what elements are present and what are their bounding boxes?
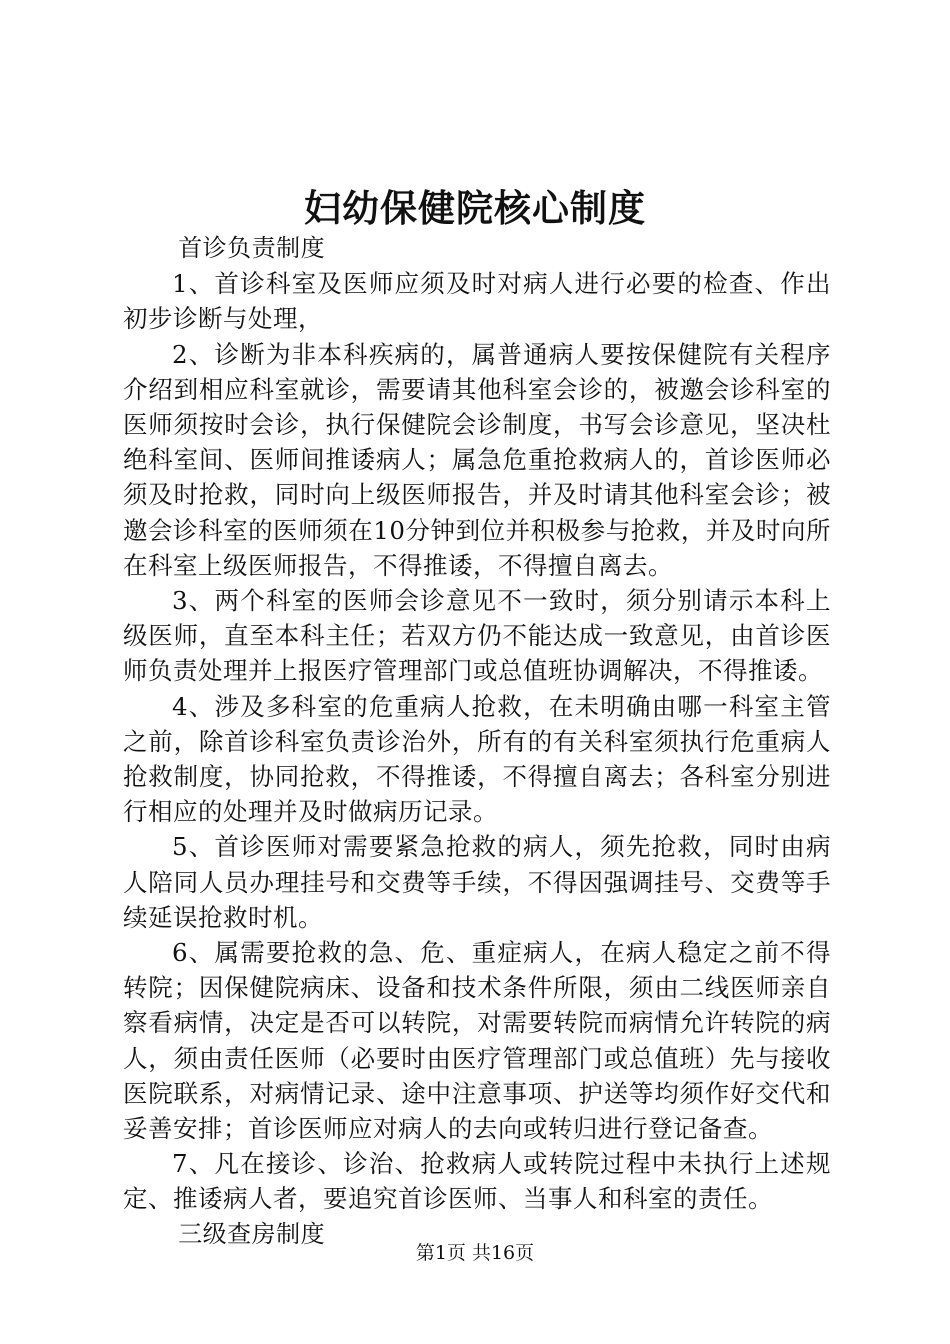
page-number: 第1页 共16页 <box>415 1242 535 1264</box>
section-heading: 首诊负责制度 <box>178 234 326 262</box>
paragraph: 4、涉及多科室的危重病人抢救，在未明确由哪一科室主管之前，除首诊科室负责诊治外，所有的有关科室须执行危重病人抢救制度，协同抢救，不得推诿，不得擅自离去；各科室分别进行相应的处理并及时做病历记录。 <box>123 691 831 827</box>
paragraph: 7、凡在接诊、诊治、抢救病人或转院过程中未执行上述规定、推诿病人者，要追究首诊医师、当事人和科室的责任。 <box>123 1149 831 1214</box>
paragraph: 5、首诊医师对需要紧急抢救的病人，须先抢救，同时由病人陪同人员办理挂号和交费等手续，不得因强调挂号、交费等手续延误抢救时机。 <box>123 832 831 932</box>
paragraph: 3、两个科室的医师会诊意见不一致时，须分别请示本科上级医师，直至本科主任；若双方仍不能达成一致意见，由首诊医师负责处理并上报医疗管理部门或总值班协调解决，不得推诿。 <box>123 586 831 686</box>
page-title: 妇幼保健院核心制度 <box>304 186 646 230</box>
paragraph: 6、属需要抢救的急、危、重症病人，在病人稳定之前不得转院；因保健院病床、设备和技术条件所限，须由二线医师亲自察看病情，决定是否可以转院，对需要转院而病情允许转院的病人，须由责任医师（必要时由医疗管理部门或总值班）先与接收医院联系，对病情记录、途中注意事项、护送等均须作好交代和妥善安排；首诊医师应对病人的去向或转归进行登记备查。 <box>123 938 831 1144</box>
section-heading: 三级查房制度 <box>178 1219 326 1248</box>
document-body <box>123 231 831 1252</box>
paragraph: 2、诊断为非本科疾病的，属普通病人要按保健院有关程序介绍到相应科室就诊，需要请其他科室会诊的，被邀会诊科室的医师须按时会诊，执行保健院会诊制度，书写会诊意见，坚决杜绝科室间、医师间推诿病人；属急危重抢救病人的，首诊医师必须及时抢救，同时向上级医师报告，并及时请其他科室会诊；被邀会诊科室的医师须在10分钟到位并积极参与抢救，并及时向所在科室上级医师报告，不得推诿，不得擅自离去。 <box>123 339 831 580</box>
paragraph: 1、首诊科室及医师应须及时对病人进行必要的检查、作出初步诊断与处理， <box>123 269 831 334</box>
